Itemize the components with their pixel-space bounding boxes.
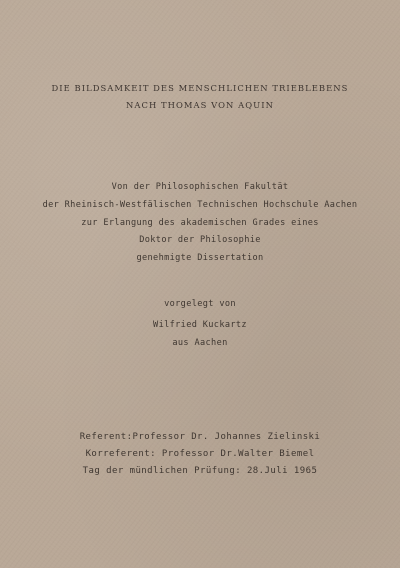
presented-by-line: vorgelegt von xyxy=(164,299,236,309)
referent-line: Referent:Professor Dr. Johannes Zielinski xyxy=(79,432,321,442)
exam-date-line: Tag der mündlichen Prüfung: 28.Juli 1965 xyxy=(82,466,318,476)
degree-purpose-line: zur Erlangung des akademischen Grades eines xyxy=(81,218,319,228)
title-line-1: DIE BILDSAMKEIT DES MENSCHLICHEN TRIEBLEBENS xyxy=(51,83,349,93)
dissertation-approved-line: genehmigte Dissertation xyxy=(136,253,264,263)
author-origin: aus Aachen xyxy=(172,338,228,348)
faculty-line: Von der Philosophischen Fakultät xyxy=(111,182,289,192)
university-line: der Rheinisch-Westfälischen Technischen Hochschule Aachen xyxy=(42,200,358,210)
author-name: Wilfried Kuckartz xyxy=(153,320,247,330)
korreferent-line: Korreferent: Professor Dr.Walter Biemel xyxy=(85,449,315,459)
title-line-2: NACH THOMAS VON AQUIN xyxy=(126,100,274,110)
degree-name-line: Doktor der Philosophie xyxy=(139,235,261,245)
